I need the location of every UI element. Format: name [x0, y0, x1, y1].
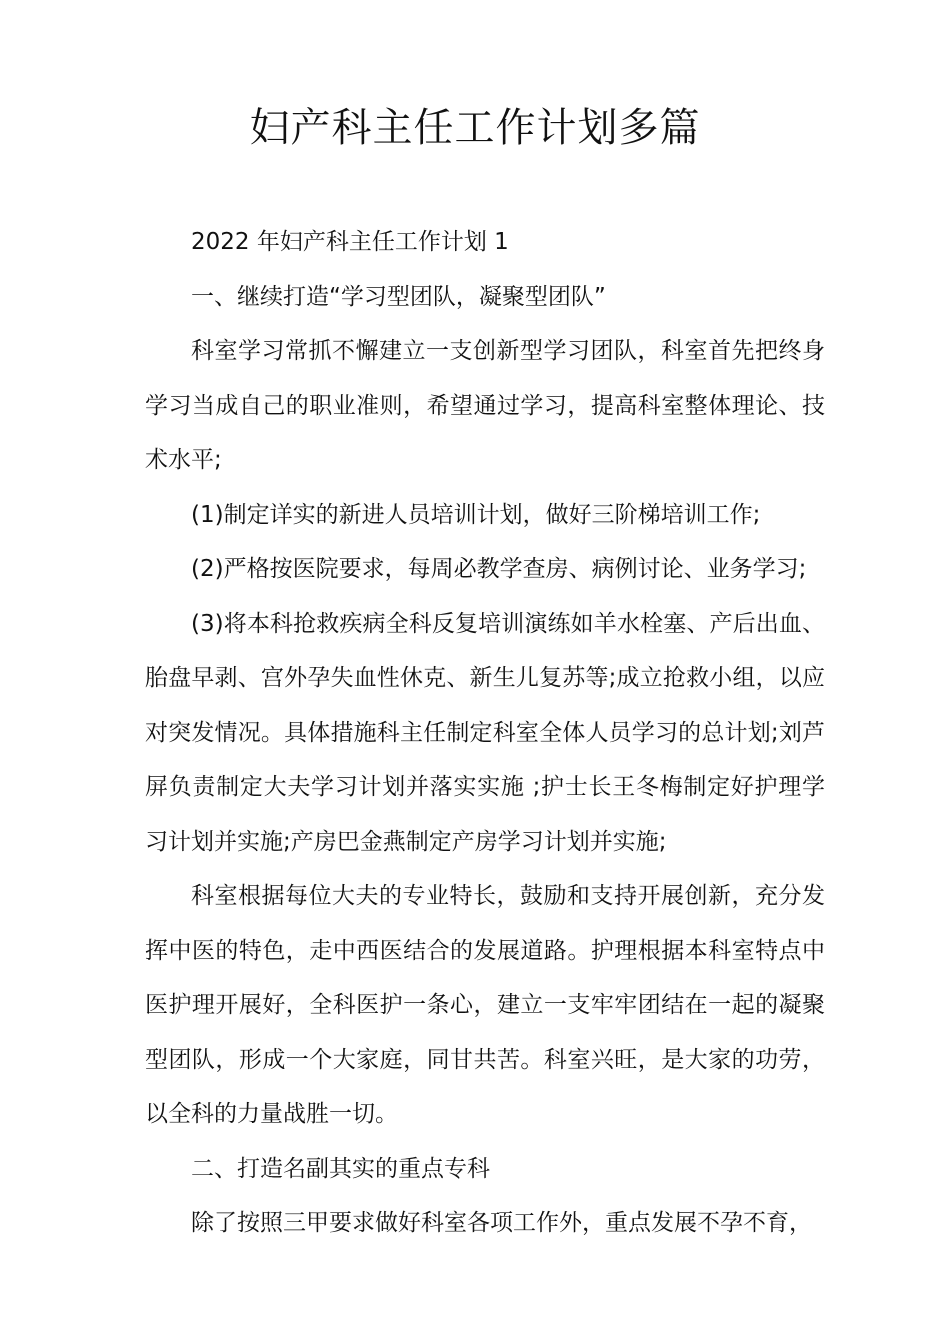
subtitle-paragraph: 2022 年妇产科主任工作计划 1: [191, 229, 509, 255]
body-paragraph: 除了按照三甲要求做好科室各项工作外，重点发展不孕不育，: [191, 1210, 812, 1236]
body-paragraph: 科室根据每位大夫的专业特长，鼓励和支持开展创新，充分发挥中医的特色，走中西医结合的发展道路。护理根据本科室特点中医护理开展好，全科医护一条心，建立一支牢牢团结在一起的凝聚型团队，形成一个大家庭，同甘共苦。科室兴旺，是大家的功劳，以全科的力量战胜一切。: [145, 883, 825, 1127]
document-body: [145, 215, 825, 1251]
section-heading-2: 二、打造名副其实的重点专科: [191, 1155, 490, 1182]
list-item-2: (2)严格按医院要求，每周必教学查房、病例讨论、业务学习;: [191, 556, 807, 582]
section-heading-1: 一、继续打造“学习型团队，凝聚型团队”: [191, 283, 606, 310]
list-item-3: (3)将本科抢救疾病全科反复培训演练如羊水栓塞、产后出血、胎盘早剥、宫外孕失血性休克、新生儿复苏等;成立抢救小组，以应对突发情况。具体措施科主任制定科室全体人员学习的总计划;刘芦屏负责制定大夫学习计划并落实实施 ;护士长王冬梅制定好护理学习计划并实施;产房巴金燕制定产房学习计划并实施;: [145, 610, 825, 855]
document-title: 妇产科主任工作计划多篇: [249, 105, 701, 151]
list-item-1: (1)制定详实的新进人员培训计划，做好三阶梯培训工作;: [191, 501, 761, 528]
body-paragraph: 科室学习常抓不懈建立一支创新型学习团队，科室首先把终身学习当成自己的职业准则，希望通过学习，提高科室整体理论、技术水平;: [145, 338, 825, 473]
